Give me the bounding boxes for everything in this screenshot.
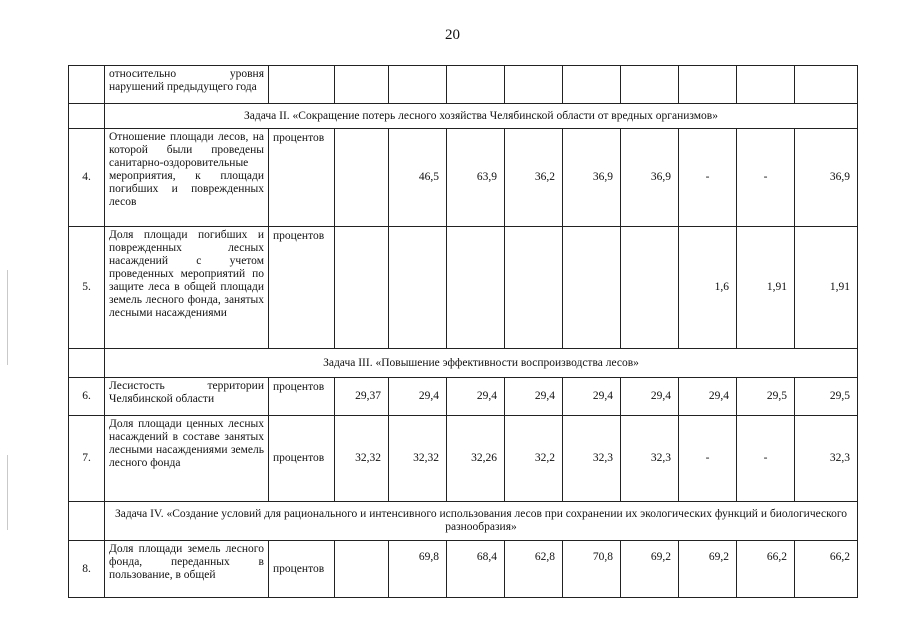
- value-cell: 70,8: [563, 541, 621, 598]
- task-row: [69, 502, 858, 541]
- value-cell: 29,37: [335, 378, 389, 416]
- value-cell: 66,2: [737, 541, 795, 598]
- value-cell: [563, 227, 621, 349]
- value-cell: [335, 66, 389, 104]
- task-heading: Задача IV. «Создание условий для рационального и интенсивного использования лесов при сохранении их экологических функций и биологического разнообразия»: [105, 502, 858, 541]
- value-cell: [335, 227, 389, 349]
- value-cell: 29,5: [737, 378, 795, 416]
- row-number: 8.: [69, 541, 105, 598]
- value-cell: 68,4: [447, 541, 505, 598]
- indicator-name: Отношение площади лесов, на которой были проведены санитарно-оздоровительные мероприятия, к площади погибших и поврежденных лесов: [105, 129, 269, 227]
- value-cell: [335, 129, 389, 227]
- page-number: 20: [445, 27, 460, 43]
- value-cell: -: [679, 129, 737, 227]
- row-number: 7.: [69, 416, 105, 502]
- value-cell: 32,2: [505, 416, 563, 502]
- indicator-name: Доля площади погибших и поврежденных лесных насаждений с учетом проведенных мероприятий по защите леса в общей площади земель лесного фонда, занятых лесными насаждениями: [105, 227, 269, 349]
- value-cell: 66,2: [795, 541, 858, 598]
- value-cell: [737, 66, 795, 104]
- value-cell: 29,4: [505, 378, 563, 416]
- value-cell: [335, 541, 389, 598]
- indicator-name: Лесистость территории Челябинской области: [105, 378, 269, 416]
- value-cell: [389, 227, 447, 349]
- table-row: [69, 129, 858, 227]
- row-number: [69, 66, 105, 104]
- task-row: [69, 104, 858, 129]
- value-cell: [447, 227, 505, 349]
- empty-cell: [69, 349, 105, 378]
- value-cell: -: [679, 416, 737, 502]
- unit-cell: процентов: [269, 416, 335, 502]
- empty-cell: [69, 104, 105, 129]
- value-cell: [447, 66, 505, 104]
- task-heading: Задача II. «Сокращение потерь лесного хозяйства Челябинской области от вредных организмов»: [105, 104, 858, 129]
- value-cell: 36,9: [563, 129, 621, 227]
- value-cell: 29,4: [621, 378, 679, 416]
- value-cell: 69,2: [679, 541, 737, 598]
- value-cell: 1,6: [679, 227, 737, 349]
- value-cell: 36,9: [795, 129, 858, 227]
- value-cell: 63,9: [447, 129, 505, 227]
- indicator-name: Доля площади ценных лесных насаждений в составе занятых лесными насаждениями земель лесного фонда: [105, 416, 269, 502]
- value-cell: 32,32: [335, 416, 389, 502]
- value-cell: 29,4: [389, 378, 447, 416]
- indicator-name: относительно уровня нарушений предыдущего года: [105, 66, 269, 104]
- value-cell: [563, 66, 621, 104]
- unit-cell: процентов: [269, 541, 335, 598]
- value-cell: [505, 227, 563, 349]
- value-cell: 32,3: [621, 416, 679, 502]
- value-cell: -: [737, 129, 795, 227]
- value-cell: 32,26: [447, 416, 505, 502]
- value-cell: 36,2: [505, 129, 563, 227]
- value-cell: 1,91: [737, 227, 795, 349]
- indicators-table: [68, 65, 858, 598]
- value-cell: 32,32: [389, 416, 447, 502]
- table-row: [69, 227, 858, 349]
- table-row: [69, 416, 858, 502]
- value-cell: 29,5: [795, 378, 858, 416]
- unit-cell: процентов: [269, 129, 335, 227]
- row-number: 6.: [69, 378, 105, 416]
- value-cell: 1,91: [795, 227, 858, 349]
- unit-cell: [269, 66, 335, 104]
- value-cell: 69,2: [621, 541, 679, 598]
- scan-edge-mark: [7, 455, 8, 530]
- value-cell: 36,9: [621, 129, 679, 227]
- value-cell: [795, 66, 858, 104]
- unit-cell: процентов: [269, 378, 335, 416]
- value-cell: [505, 66, 563, 104]
- value-cell: 62,8: [505, 541, 563, 598]
- value-cell: 29,4: [563, 378, 621, 416]
- task-heading: Задача III. «Повышение эффективности воспроизводства лесов»: [105, 349, 858, 378]
- value-cell: 29,4: [679, 378, 737, 416]
- value-cell: 69,8: [389, 541, 447, 598]
- value-cell: [621, 66, 679, 104]
- value-cell: [389, 66, 447, 104]
- table-row: [69, 378, 858, 416]
- table-row: [69, 541, 858, 598]
- value-cell: [679, 66, 737, 104]
- value-cell: [621, 227, 679, 349]
- value-cell: 46,5: [389, 129, 447, 227]
- row-number: 4.: [69, 129, 105, 227]
- scan-edge-mark: [7, 270, 8, 365]
- unit-cell: процентов: [269, 227, 335, 349]
- table-row: [69, 66, 858, 104]
- empty-cell: [69, 502, 105, 541]
- value-cell: 32,3: [795, 416, 858, 502]
- value-cell: 32,3: [563, 416, 621, 502]
- task-row: [69, 349, 858, 378]
- indicator-name: Доля площади земель лесного фонда, переданных в пользование, в общей: [105, 541, 269, 598]
- row-number: 5.: [69, 227, 105, 349]
- value-cell: -: [737, 416, 795, 502]
- value-cell: 29,4: [447, 378, 505, 416]
